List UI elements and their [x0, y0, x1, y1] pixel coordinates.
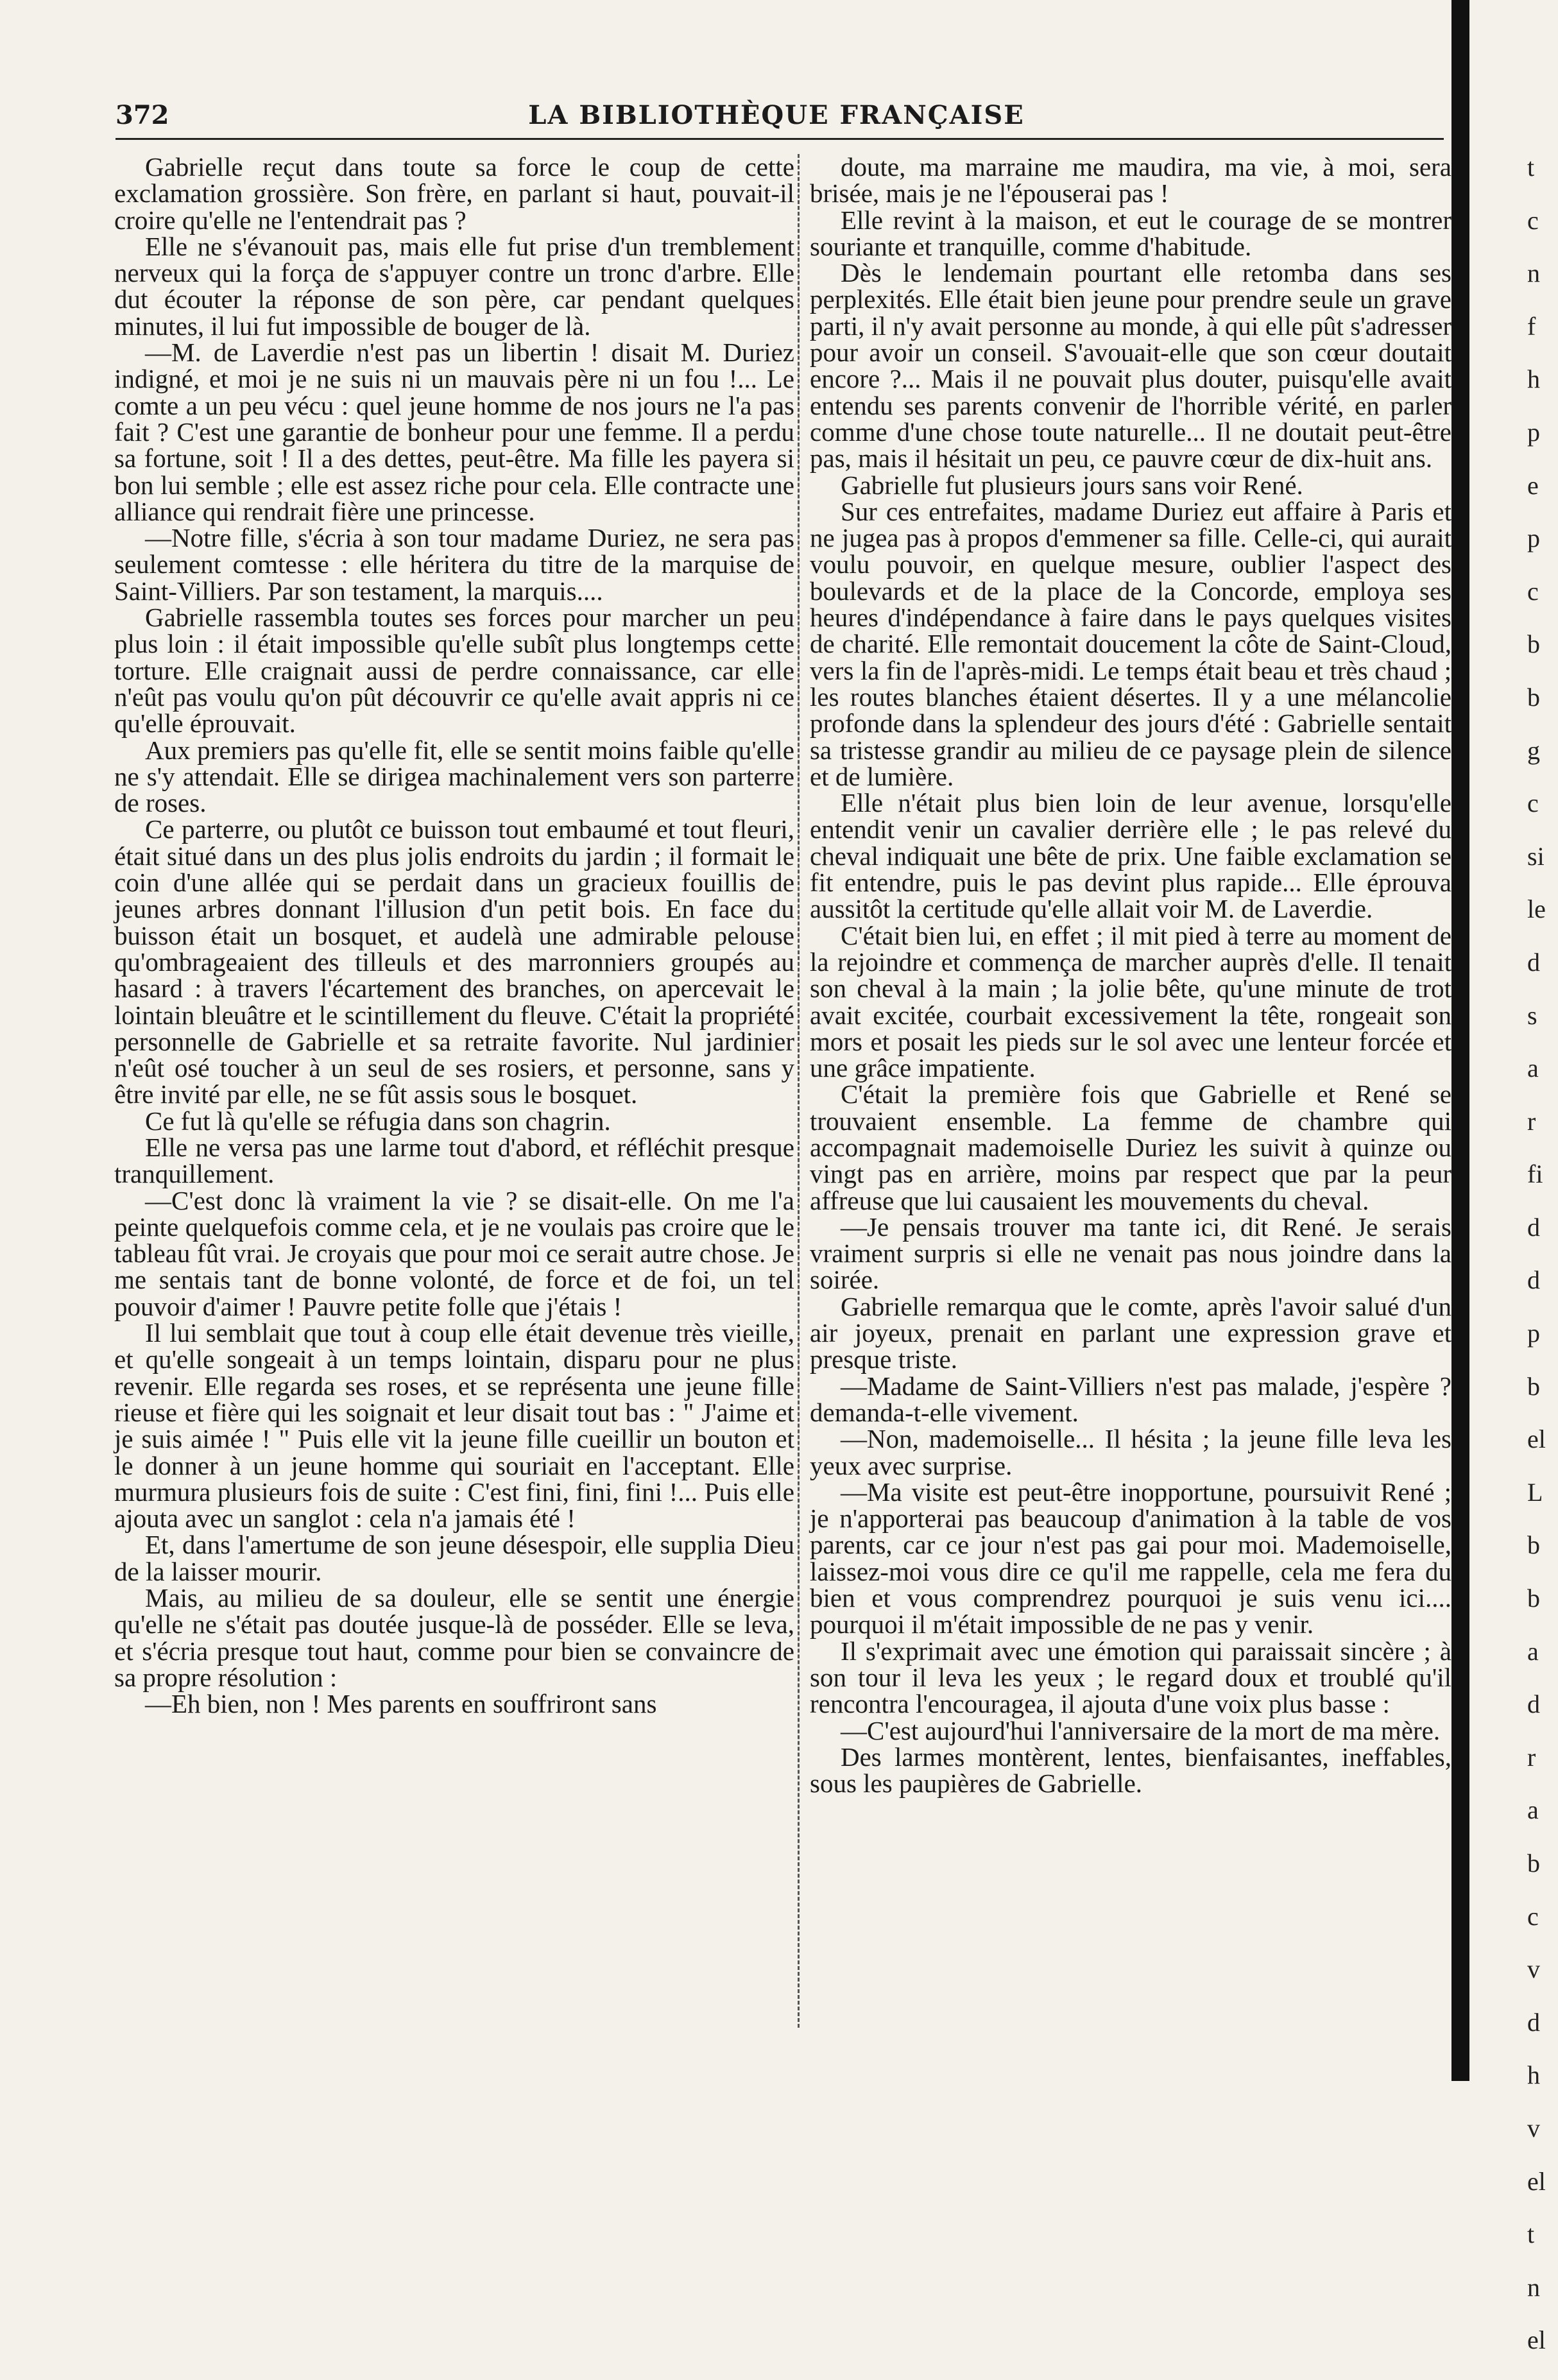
- edge-letter: el: [1527, 1425, 1546, 1454]
- paragraph: Elle n'était plus bien loin de leur avenue, lorsqu'elle entendit venir un cavalier derrière elle ; le pas relevé du cheval indiquait une bête de prix. Une faible exclamation se fit entendre, puis le pas devint plus rapide... Elle éprouva aussitôt la certitude qu'elle allait voir M. de Laverdie.: [810, 788, 1451, 924]
- paragraph: Gabrielle fut plusieurs jours sans voir René.: [841, 470, 1303, 500]
- edge-letter: b: [1527, 1371, 1540, 1401]
- edge-letter: d: [1527, 1212, 1540, 1242]
- paragraph: —Eh bien, non ! Mes parents en souffriront sans: [145, 1689, 657, 1719]
- paragraph: —Madame de Saint-Villiers n'est pas malade, j'espère ? demanda-t-elle vivement.: [810, 1371, 1451, 1427]
- paragraph: doute, ma marraine me maudira, ma vie, à moi, sera brisée, mais je ne l'épouserai pas !: [810, 152, 1451, 209]
- edge-letter: a: [1527, 1795, 1539, 1825]
- paragraph: —M. de Laverdie n'est pas un libertin ! disait M. Duriez indigné, et moi je ne suis ni un mauvais père ni un fou !... Le comte a un peu vécu : quel jeune homme de nos jours ne l'a pas fait ? C'est une garantie de bonheur pour une femme. Il a perdu sa fortune, soit ! Il a des dettes, peut-être. Ma fille les payera si bon lui semble ; elle est assez riche pour cela. Elle contracte une alliance qui rendrait fière une princesse.: [114, 338, 794, 526]
- edge-letter: r: [1527, 1106, 1536, 1136]
- edge-letter: d: [1527, 1690, 1540, 1719]
- edge-letter: c: [1527, 789, 1539, 818]
- paragraph: Des larmes montèrent, lentes, bienfaisantes, ineffables, sous les paupières de Gabrielle.: [810, 1742, 1451, 1799]
- paragraph: Mais, au milieu de sa douleur, elle se sentit une énergie qu'elle ne s'était pas doutée jusque-là de posséder. Elle se leva, et s'écria presque tout haut, comme pour bien se convaincre de sa propre résolution :: [114, 1583, 794, 1692]
- edge-letter: g: [1527, 735, 1540, 765]
- edge-letter: c: [1527, 205, 1539, 235]
- edge-letter: t: [1527, 2220, 1535, 2249]
- next-page-edge: [1527, 153, 1558, 2355]
- paragraph: C'était la première fois que Gabrielle et René se trouvaient ensemble. La femme de chambre qui accompagnait mademoiselle Duriez les suivit à quinze ou vingt pas en arrière, moins par respect que par la peur affreuse que lui causaient les mouvements du cheval.: [810, 1079, 1451, 1215]
- paragraph: Aux premiers pas qu'elle fit, elle se sentit moins faible qu'elle ne s'y attendait. Elle se dirigea machinalement vers son parterre de roses.: [114, 735, 794, 818]
- edge-letter: b: [1527, 629, 1540, 659]
- edge-letter: c: [1527, 576, 1539, 606]
- paragraph: Dès le lendemain pourtant elle retomba dans ses perplexités. Elle était bien jeune pour prendre seule un grave parti, il n'y avait personne au monde, à qui elle pût s'adresser pour avoir un conseil. S'avouait-elle que son cœur doutait encore ?... Mais il ne pouvait plus douter, puisqu'elle avait entendu ses parents convenir de l'horrible vérité, en parler comme d'une chose toute naturelle... Il ne doutait peut-être pas, mais il hésitait un peu, ce pauvre cœur de dix-huit ans.: [810, 258, 1451, 474]
- paragraph: —Ma visite est peut-être inopportune, poursuivit René ; je n'apporterai pas beaucoup d'animation à la table de vos parents, car ce jour n'est pas gai pour moi. Mademoiselle, laissez-moi vous dire ce qu'il me rappelle, cela me fera du bien et vous comprendrez pourquoi je suis venu ici.... pourquoi il m'était impossible de ne pas y venir.: [810, 1477, 1451, 1639]
- edge-letter: h: [1527, 364, 1540, 394]
- edge-letter: v: [1527, 1955, 1540, 1984]
- edge-letter: b: [1527, 682, 1540, 712]
- page-header: [116, 96, 1437, 141]
- header-rule: [116, 138, 1444, 140]
- edge-letter: a: [1527, 1054, 1539, 1083]
- column-divider: [798, 154, 800, 2028]
- edge-letter: p: [1527, 417, 1540, 447]
- edge-letter: r: [1527, 1742, 1536, 1772]
- paragraph: Ce fut là qu'elle se réfugia dans son chagrin.: [145, 1106, 611, 1136]
- edge-letter: v: [1527, 2113, 1540, 2143]
- edge-letter: b: [1527, 1530, 1540, 1560]
- paragraph: Il lui semblait que tout à coup elle était devenue très vieille, et qu'elle songeait à un temps lointain, disparu pour ne plus revenir. Elle regarda ses roses, et se représenta une jeune fille rieuse et fière qui les soignait et leur disait tout bas : " J'aime et je suis aimée ! " Puis elle vit la jeune fille cueillir un bouton et le donner à un jeune homme qui souriait en l'acceptant. Elle murmura plusieurs fois de suite : C'est fini, fini, fini !... Puis elle ajouta avec un sanglot : cela n'a jamais été !: [114, 1318, 794, 1534]
- edge-letter: fi: [1527, 1160, 1543, 1189]
- paragraph: Elle ne s'évanouit pas, mais elle fut prise d'un tremblement nerveux qui la força de s'appuyer contre un tronc d'arbre. Elle dut écouter la réponse de son père, car pendant quelques minutes, il lui fut impossible de bouger de là.: [114, 231, 794, 341]
- edge-letter: e: [1527, 470, 1539, 500]
- paragraph: Elle ne versa pas une larme tout d'abord, et réfléchit presque tranquillement.: [114, 1132, 794, 1189]
- edge-letter: f: [1527, 311, 1536, 341]
- paragraph: —Notre fille, s'écria à son tour madame Duriez, ne sera pas seulement comtesse : elle héritera du titre de la marquise de Saint-Villiers. Par son testament, la marquis....: [114, 523, 794, 606]
- edge-letter: le: [1527, 895, 1546, 924]
- edge-letter: p: [1527, 524, 1540, 553]
- paragraph: Gabrielle rassembla toutes ses forces pour marcher un peu plus loin : il était impossible qu'elle subît plus longtemps cette torture. Elle craignait aussi de perdre connaissance, car elle n'eût pas voulu qu'on pût découvrir ce qu'elle avait appris ni ce qu'elle éprouvait.: [114, 603, 794, 739]
- edge-letter: d: [1527, 947, 1540, 977]
- left-column: [114, 154, 794, 2041]
- edge-letter: b: [1527, 1849, 1540, 1878]
- paragraph: Ce parterre, ou plutôt ce buisson tout embaumé et tout fleuri, était situé dans un des plus jolis endroits du jardin ; il formait le coin d'une allée qui se perdait dans un gracieux fouillis de jeunes arbres donnant l'illusion d'un petit bois. En face du buisson était un bosquet, et audelà une admirable pelouse qu'ombrageaient des tilleuls et des marronniers groupés au hasard : à travers l'écartement des branches, on apercevait le lointain bleuâtre et le scintillement du fleuve. C'était la propriété personnelle de Gabrielle et sa retraite favorite. Nul jardinier n'eût osé toucher à un seul de ses rosiers, et personne, sans y être invité par elle, ne se fût assis sous le bosquet.: [114, 814, 794, 1109]
- paragraph: Gabrielle reçut dans toute sa force le coup de cette exclamation grossière. Son frère, en parlant si haut, pouvait-il croire qu'elle ne l'entendrait pas ?: [114, 152, 794, 235]
- edge-letter: si: [1527, 841, 1545, 871]
- paragraph: Sur ces entrefaites, madame Duriez eut affaire à Paris et ne jugea pas à propos d'emmener sa fille. Celle-ci, qui aurait voulu pouvoir, en quelque mesure, oublier l'aspect des boulevards et de la place de la Concorde, employa ses heures d'indépendance à faire dans le pays quelques visites de charité. Elle remontait doucement la côte de Saint-Cloud, vers la fin de l'après-midi. Le temps était beau et très chaud ; les routes blanches étaient désertes. Il y a une mélancolie profonde dans la splendeur des jours d'été : Gabrielle sentait sa tristesse grandir au milieu de ce paysage plein de silence et de lumière.: [810, 496, 1451, 791]
- paragraph: —Je pensais trouver ma tante ici, dit René. Je serais vraiment surpris si elle ne venait pas nous joindre dans la soirée.: [810, 1211, 1451, 1295]
- paragraph: —Non, mademoiselle... Il hésita ; la jeune fille leva les yeux avec surprise.: [810, 1424, 1451, 1480]
- edge-letter: c: [1527, 1901, 1539, 1931]
- paragraph: —C'est aujourd'hui l'anniversaire de la mort de ma mère.: [841, 1715, 1441, 1745]
- paragraph: Elle revint à la maison, et eut le courage de se montrer souriante et tranquille, comme d'habitude.: [810, 205, 1451, 261]
- edge-letter: b: [1527, 1584, 1540, 1613]
- edge-letter: p: [1527, 1319, 1540, 1348]
- edge-letter: d: [1527, 2007, 1540, 2037]
- edge-letter: L: [1527, 1477, 1543, 1507]
- paragraph: —C'est donc là vraiment la vie ? se disait-elle. On me l'a peinte quelquefois comme cela, et je ne voulais pas croire que le tableau fût vrai. Je croyais que pour moi ce serait autre chose. Je me sentais tant de bonne volonté, de force et de foi, un tel pouvoir d'aimer ! Pauvre petite folle que j'étais !: [114, 1185, 794, 1321]
- paragraph: Gabrielle remarqua que le comte, après l'avoir salué d'un air joyeux, prenait en parlant une expression grave et presque triste.: [810, 1291, 1451, 1374]
- running-title: LA BIBLIOTHÈQUE FRANÇAISE: [528, 100, 1025, 130]
- paragraph: C'était bien lui, en effet ; il mit pied à terre au moment de la rejoindre et commença de marcher auprès d'elle. Il tenait son cheval à la main ; la jolie bête, qu'une minute de trot avait excitée, courbait excessivement la tête, rongeait son mors et posait les pieds sur le sol avec une lenteur forcée et une grâce impatiente.: [810, 920, 1451, 1083]
- right-column: [810, 154, 1451, 2041]
- edge-letter: a: [1527, 1636, 1539, 1666]
- paragraph: Et, dans l'amertume de son jeune désespoir, elle supplia Dieu de la laisser mourir.: [114, 1530, 794, 1586]
- edge-letter: h: [1527, 2060, 1540, 2090]
- page-binding-shadow: [1451, 0, 1469, 2081]
- page-number: 372: [116, 100, 169, 130]
- edge-letter: d: [1527, 1265, 1540, 1295]
- edge-letter: s: [1527, 1000, 1537, 1030]
- edge-letter: n: [1527, 2272, 1540, 2302]
- edge-letter: t: [1527, 153, 1535, 182]
- edge-letter: n: [1527, 259, 1540, 288]
- edge-letter: el: [1527, 2166, 1546, 2196]
- edge-letter: el: [1527, 2325, 1546, 2355]
- paragraph: Il s'exprimait avec une émotion qui paraissait sincère ; à son tour il leva les yeux ; le regard doux et troublé qu'il rencontra l'encouragea, il ajouta d'une voix plus basse :: [810, 1636, 1451, 1719]
